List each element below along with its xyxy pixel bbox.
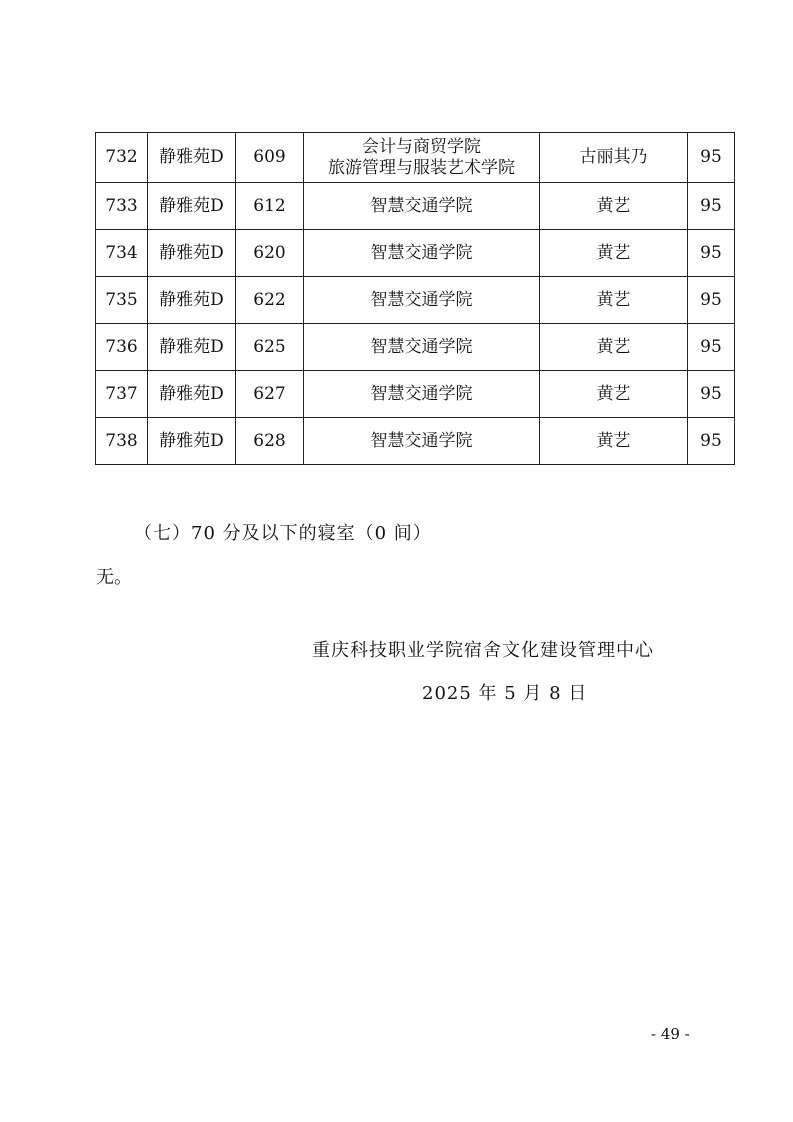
table-row: [96, 324, 735, 371]
section-body-text: 无。: [96, 567, 132, 588]
row-number: 734: [96, 230, 148, 277]
section-heading: （七）70 分及以下的寝室（0 间）: [134, 523, 432, 544]
building-name: 静雅苑D: [148, 277, 236, 324]
college-name-second: 旅游管理与服装艺术学院: [328, 157, 515, 178]
room-number: 612: [236, 183, 304, 230]
counselor-name: 黄艺: [540, 371, 688, 418]
college-name: 智慧交通学院: [304, 183, 540, 230]
table-row: [96, 183, 735, 230]
row-number: 735: [96, 277, 148, 324]
building-name: 静雅苑D: [148, 371, 236, 418]
score: 95: [688, 277, 735, 324]
room-number: 628: [236, 418, 304, 465]
table-row: [96, 277, 735, 324]
building-name: 静雅苑D: [148, 230, 236, 277]
room-number: 620: [236, 230, 304, 277]
dormitory-score-table: [95, 132, 735, 465]
page-number: - 49 -: [651, 1025, 690, 1043]
score: 95: [688, 183, 735, 230]
counselor-name: 古丽其乃: [540, 133, 688, 183]
room-number: 622: [236, 277, 304, 324]
score: 95: [688, 371, 735, 418]
score: 95: [688, 230, 735, 277]
signature-date: 2025 年 5 月 8 日: [422, 683, 588, 704]
college-name: 智慧交通学院: [304, 230, 540, 277]
building-name: 静雅苑D: [148, 133, 236, 183]
signature-organization: 重庆科技职业学院宿舍文化建设管理中心: [312, 640, 654, 661]
college-cell: [304, 133, 540, 183]
table-row: [96, 133, 735, 183]
counselor-name: 黄艺: [540, 324, 688, 371]
building-name: 静雅苑D: [148, 183, 236, 230]
building-name: 静雅苑D: [148, 418, 236, 465]
row-number: 737: [96, 371, 148, 418]
table-row: [96, 230, 735, 277]
counselor-name: 黄艺: [540, 183, 688, 230]
row-number: 733: [96, 183, 148, 230]
college-name: 智慧交通学院: [304, 418, 540, 465]
row-number: 738: [96, 418, 148, 465]
counselor-name: 黄艺: [540, 277, 688, 324]
row-number: 736: [96, 324, 148, 371]
row-number: 732: [96, 133, 148, 183]
room-number: 627: [236, 371, 304, 418]
room-number: 609: [236, 133, 304, 183]
counselor-name: 黄艺: [540, 418, 688, 465]
college-name: 会计与商贸学院: [362, 136, 481, 157]
score: 95: [688, 133, 735, 183]
table-row: [96, 371, 735, 418]
college-name: 智慧交通学院: [304, 371, 540, 418]
college-name: 智慧交通学院: [304, 277, 540, 324]
table-row: [96, 418, 735, 465]
room-number: 625: [236, 324, 304, 371]
score: 95: [688, 418, 735, 465]
counselor-name: 黄艺: [540, 230, 688, 277]
building-name: 静雅苑D: [148, 324, 236, 371]
score: 95: [688, 324, 735, 371]
college-name: 智慧交通学院: [304, 324, 540, 371]
